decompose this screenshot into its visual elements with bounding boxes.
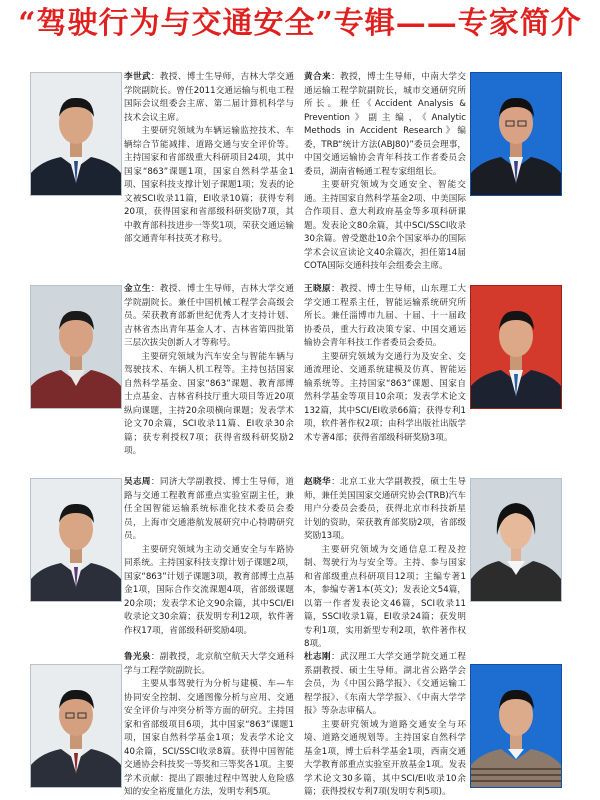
expert-name: 赵晓华 bbox=[304, 477, 332, 487]
expert-intro: ：北京工业大学副教授，硕士生导师，兼任美国国家交通研究协会(TRB)汽车用户分委员会委员，获得北京市科技新星计划的资助，荣获教育部奖励2项，省部级奖励13项。 bbox=[304, 477, 466, 541]
expert-bio bbox=[304, 476, 466, 649]
expert-name: 杜志刚 bbox=[304, 652, 332, 662]
expert-bio bbox=[124, 651, 294, 800]
person-icon bbox=[31, 665, 121, 787]
expert-name: 黄合来 bbox=[304, 72, 332, 82]
expert-research: 主要研究领域为主动交通安全与车路协同系统。主持国家科技支撑计划子课题2项，国家“863”计划子课题3项，教育部博士点基金1项，国际合作交流课题4项，省部级课题20余项；发表学术论文90余篇，其中SCI/EI收录论文30余篇；获发明专利12项，软件著作权17项，省部级科研奖励4项。 bbox=[124, 544, 294, 636]
expert-intro: ：教授，博士生导师，中南大学交通运输工程学院副院长，城市交通研究所所长。兼任《Accident Analysis & Prevention》副主编，《Analytic Methods in Accident Research》编委，TRB“统计方法(ABJ80)”委员会理事，中国交通运输协会青年科技工作者委员会委员，湖南省畅通工程专家组组长。 bbox=[304, 72, 466, 177]
person-icon bbox=[471, 665, 561, 787]
expert-name: 王晓原 bbox=[304, 284, 332, 294]
expert-name: 金立生 bbox=[124, 284, 151, 294]
portrait-photo bbox=[470, 285, 562, 409]
expert-bio bbox=[124, 71, 294, 244]
person-icon bbox=[471, 286, 561, 408]
expert-intro: ：武汉理工大学交通学院交通工程系副教授、硕士生导师。湖北省公路学会会员，为《中国公路学报》、《交通运输工程学报》、《东南大学学报》、《中南大学学报》等杂志审稿人。 bbox=[304, 652, 466, 716]
page-title: “驾驶行为与交通安全”专辑——专家简介 bbox=[18, 6, 582, 41]
expert-intro: ：同济大学副教授、博士生导师，道路与交通工程教育部重点实验室副主任，兼任全国智能运输系统标准化技术委员会委员，上海市交通港航发展研究中心特聘研究员。 bbox=[124, 477, 294, 541]
person-icon bbox=[471, 73, 561, 195]
expert-intro: ：副教授，北京航空航天大学交通科学与工程学院副院长。 bbox=[124, 652, 294, 676]
expert-research: 主要研究领域为车辆运输监控技术、车辆综合节能减排、道路交通与安全评价等。主持国家和省部级重大科研项目24项，其中国家“863”课题1项，国家自然科学基金1项、国家科技支撑计划子课题1项；发表的论文被SCI收录11篇，EI收录10篇；获得专利20项，获得国家和省部级科研奖励7项，其中教育部科技进步一等奖1项，荣获交通运输部交通青年科技英才称号。 bbox=[124, 126, 294, 244]
expert-bio bbox=[304, 71, 466, 271]
expert-research: 主要研究领域为交通安全、智能交通。主持国家自然科学基金2项、中美国际合作项目、意大利政府基金等多项科研课题。发表论文80余篇，其中SCI/SSCI收录30余篇。曾受邀赴10余个国家举办的国际学术会议宣读论文40余篇次，担任第14届COTA国际交通科技年会组委会主席。 bbox=[304, 180, 466, 271]
person-icon bbox=[31, 73, 121, 195]
portrait-photo bbox=[470, 478, 562, 602]
expert-name: 李世武 bbox=[124, 72, 151, 82]
portrait-photo bbox=[470, 72, 562, 196]
expert-research: 主要研究领域为汽车安全与智能车辆与驾驶技术、车辆人机工程等。主持包括国家自然科学基金、国家“863”课题、教育部博士点基金、吉林省科技厅重大项目等近20项纵向课题，主持20余项横向课题；发表学术论文70余篇，SCI收录11篇、EI收录30余篇；获专利授权7项；获得省级科研奖励2项。 bbox=[124, 351, 294, 456]
expert-bio bbox=[304, 651, 466, 800]
expert-research: 主要研究领域为交通信息工程及控制、驾驶行为与安全等。主持、参与国家和省部级重点科研项目12项；主编专著1本，参编专著1本(英文)；发表论文54篇，以第一作者发表论文46篇，SCI收录11篇，SSCI收录1篇，EI收录24篇；获发明专利1项，实用新型专利2项，软件著作权8项。 bbox=[304, 544, 466, 649]
expert-intro: ：教授、博士生导师，吉林大学交通学院副院长。兼任中国机械工程学会高级会员。荣获教育部新世纪优秀人才支持计划、吉林省杰出青年基金人才、吉林省第四批第三层次拔尖创新人才等称号。 bbox=[124, 284, 294, 348]
expert-name: 鲁光泉 bbox=[124, 652, 151, 662]
expert-research: 主要研究领域为道路交通安全与环境、道路交通规划等。主持国家自然科学基金1项，博士后科学基金1项，西南交通大学教育部重点实验室开放基金1项。发表学术论文30多篇，其中SCI/EI收录10余篇；获得授权专利7项(发明专利5项)。 bbox=[304, 719, 466, 797]
portrait-photo bbox=[30, 72, 122, 196]
expert-name: 吴志周 bbox=[124, 477, 151, 487]
portrait-photo bbox=[30, 664, 122, 788]
expert-research: 主要研究领域为交通行为及安全、交通流理论、交通系统建模及仿真、智能运输系统等。主持国家“863”课题、国家自然科学基金等项目10余项；发表学术论文132篇，其中SCI/EI收录66篇；获得专利1项，软件著作权2项；由科学出版社出版学术专著4部；获得省部级科研奖励3项。 bbox=[304, 351, 466, 443]
expert-intro: ：教授、博士生导师，山东理工大学交通工程系主任，智能运输系统研究所所长。兼任淄博市九届、十届、十一届政协委员，重大行政决策专家、中国交通运输协会青年科技工作者委员会委员。 bbox=[304, 284, 466, 348]
person-icon bbox=[471, 479, 561, 601]
person-icon bbox=[31, 479, 121, 601]
expert-bio bbox=[304, 283, 466, 443]
portrait-photo bbox=[470, 664, 562, 788]
expert-bio bbox=[124, 283, 294, 456]
expert-intro: ：教授、博士生导师，吉林大学交通学院副院长。曾任2011交通运输与机电工程国际会议组委会主席、第二届计算机科学与技术会议主席。 bbox=[124, 72, 294, 123]
expert-bio bbox=[124, 476, 294, 636]
expert-research: 主要从事驾驶行为分析与建模、车—车协同安全控制、交通图像分析与应用、交通安全评价与冲突分析等方面的研究。主持国家和省部级项目6项，其中国家“863”课题1项，国家自然科学基金1项；发表学术论文40余篇，SCI/SSCI收录8篇。获得中国智能交通协会科技奖一等奖和三等奖各1项。主要学术贡献：提出了跟驰过程中驾驶人危险感知的安全裕度量化方法，发明专利5项。 bbox=[124, 679, 294, 797]
person-icon bbox=[31, 286, 121, 408]
portrait-photo bbox=[30, 478, 122, 602]
portrait-photo bbox=[30, 285, 122, 409]
